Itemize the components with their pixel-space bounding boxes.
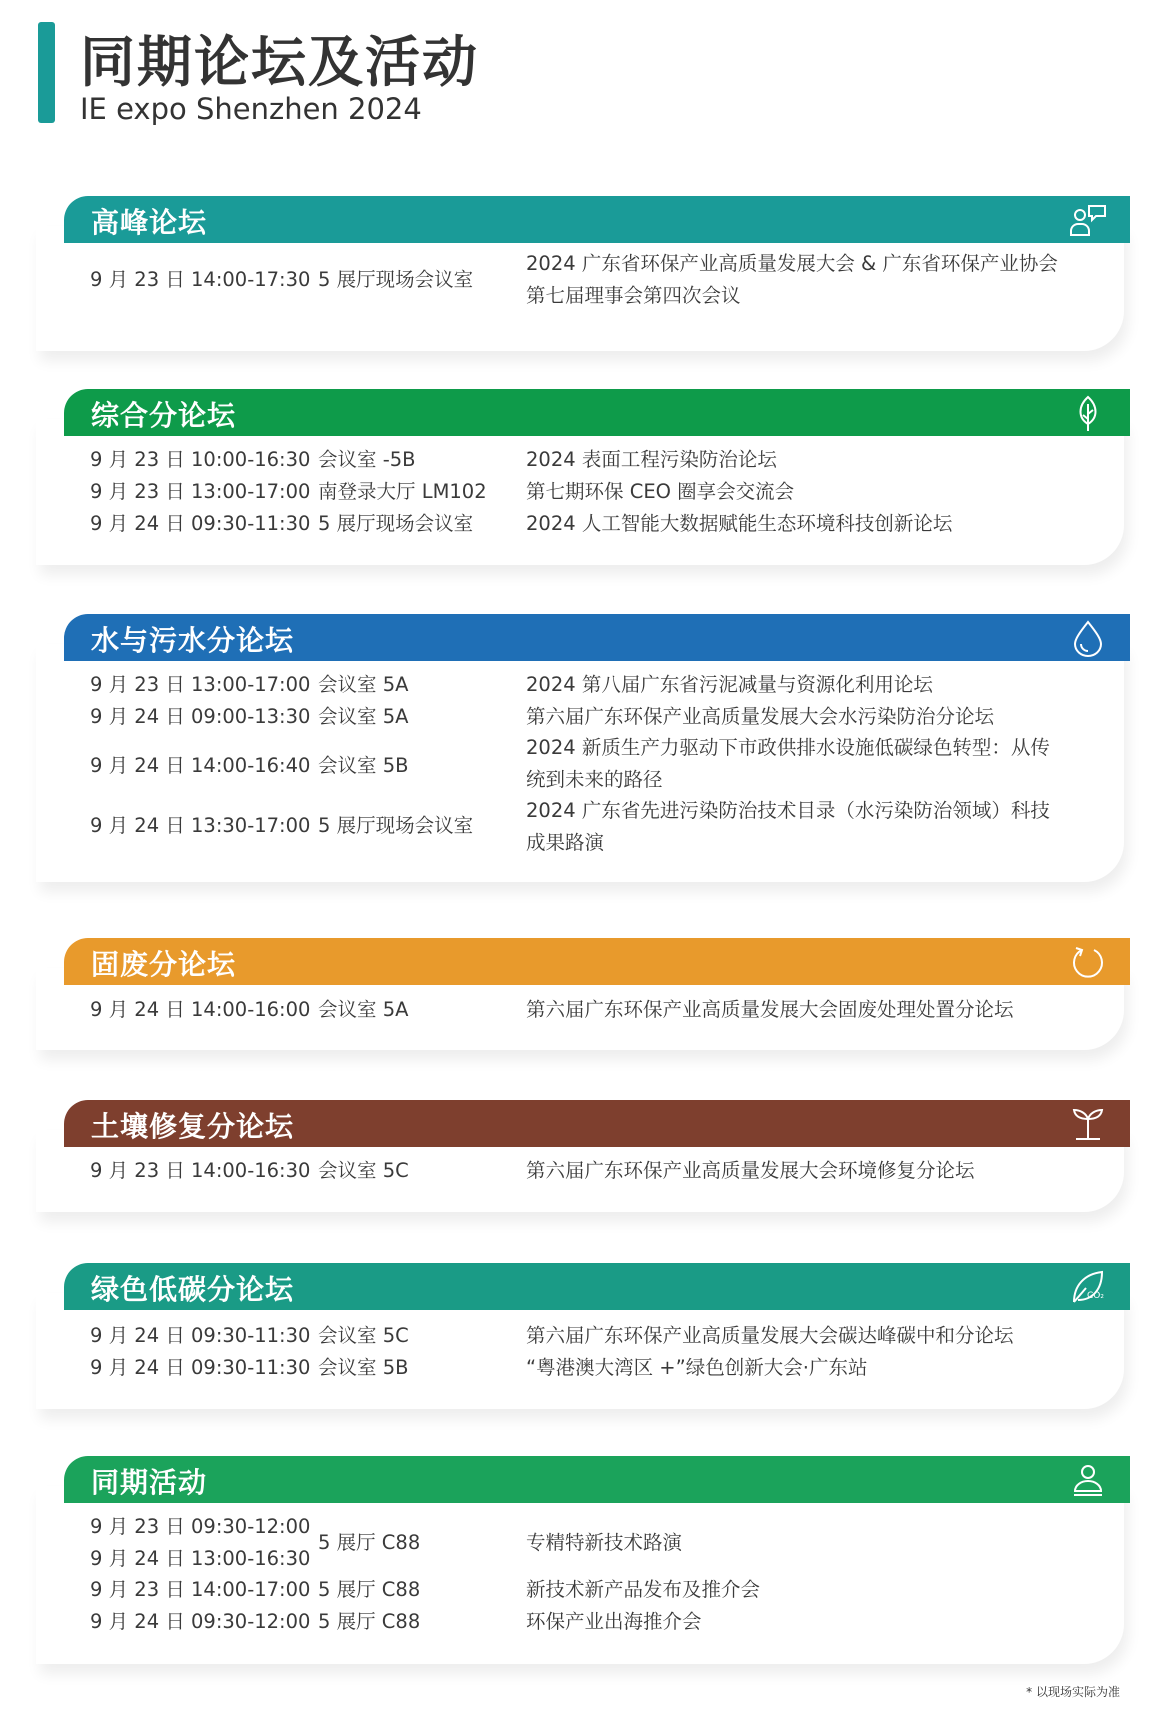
recycle-icon [1068,943,1108,981]
session-event: 环保产业出海推介会 [526,1610,702,1633]
session-event: 第六届广东环保产业高质量发展大会环境修复分论坛 [526,1159,975,1182]
session-room: 会议室 5C [318,1324,409,1347]
section-title: 综合分论坛 [91,399,237,432]
session-room: 会议室 5A [318,673,409,696]
page-title: 同期论坛及活动 [80,30,480,94]
section-title: 固废分论坛 [91,948,237,981]
person-icon [1068,1461,1108,1499]
session-event: 2024 人工智能大数据赋能生态环境科技创新论坛 [526,512,953,535]
session-room: 南登录大厅 LM102 [318,480,487,503]
session-room: 会议室 5C [318,1159,409,1182]
section-low-carbon [36,1263,1124,1409]
discussion-icon [1068,201,1108,239]
session-event: “粤港澳大湾区 +”绿色创新大会·广东站 [526,1356,868,1379]
section-title: 高峰论坛 [91,206,208,239]
session-event: 新技术新产品发布及推介会 [526,1578,761,1601]
session-room: 会议室 -5B [318,448,416,471]
session-room: 5 展厅 C88 [318,1578,421,1601]
session-event: 第七期环保 CEO 圈享会交流会 [526,480,795,503]
session-room: 5 展厅现场会议室 [318,512,474,535]
session-date: 9 月 23 日 14:00-16:30 [90,1159,311,1182]
session-date: 9 月 23 日 13:00-17:00 [90,673,311,696]
water-drop-icon [1068,619,1108,657]
footnote: * 以现场实际为准 [1026,1685,1120,1699]
session-event: 专精特新技术路演 [526,1531,683,1554]
session-date: 9 月 23 日 13:00-17:00 [90,480,311,503]
section-title: 土壤修复分论坛 [91,1110,295,1143]
section-water [36,614,1124,882]
page-subtitle: IE expo Shenzhen 2024 [80,92,422,126]
session-room: 5 展厅 C88 [318,1610,421,1633]
session-date: 9 月 24 日 09:30-11:30 [90,1324,311,1347]
section-summit [36,196,1124,351]
session-date: 9 月 23 日 14:00-17:00 [90,1578,311,1601]
session-date: 9 月 23 日 09:30-12:00 [90,1515,311,1538]
session-event-line2: 成果路演 [526,831,605,854]
section-solid-waste-banner [64,938,1130,985]
section-solid-waste [36,938,1124,1050]
session-date: 9 月 24 日 14:00-16:00 [90,998,311,1021]
session-event-line2: 第七届理事会第四次会议 [526,284,741,307]
session-room: 5 展厅 C88 [318,1531,421,1554]
session-room: 会议室 5B [318,1356,409,1379]
session-room: 5 展厅现场会议室 [318,268,474,291]
header-accent-bar [38,22,55,123]
section-general-banner [64,389,1130,436]
session-event: 2024 广东省环保产业高质量发展大会 & 广东省环保产业协会 [526,252,1058,275]
session-event: 第六届广东环保产业高质量发展大会固废处理处置分论坛 [526,998,1014,1021]
session-event: 第六届广东环保产业高质量发展大会水污染防治分论坛 [526,705,995,728]
section-water-banner [64,614,1130,661]
section-events [36,1456,1124,1664]
session-room: 会议室 5A [318,705,409,728]
session-event: 第六届广东环保产业高质量发展大会碳达峰碳中和分论坛 [526,1324,1014,1347]
section-soil [36,1100,1124,1212]
session-date: 9 月 24 日 09:30-11:30 [90,512,311,535]
session-date: 9 月 24 日 13:00-16:30 [90,1547,311,1570]
leaf-icon [1068,394,1108,432]
session-room: 5 展厅现场会议室 [318,814,474,837]
session-event: 2024 新质生产力驱动下市政供排水设施低碳绿色转型：从传 [526,736,1050,759]
session-event: 2024 表面工程污染防治论坛 [526,448,777,471]
section-title: 绿色低碳分论坛 [91,1273,295,1306]
session-date: 9 月 23 日 14:00-17:30 [90,268,311,291]
sprout-icon [1068,1105,1108,1143]
section-title: 水与污水分论坛 [91,624,295,657]
session-event-line2: 统到未来的路径 [526,768,663,791]
session-date: 9 月 24 日 13:30-17:00 [90,814,311,837]
session-room: 会议室 5A [318,998,409,1021]
session-date: 9 月 24 日 09:00-13:30 [90,705,311,728]
section-title: 同期活动 [91,1466,208,1499]
co2-leaf-icon [1068,1268,1108,1306]
section-low-carbon-banner [64,1263,1130,1310]
session-date: 9 月 24 日 09:30-12:00 [90,1610,311,1633]
session-date: 9 月 24 日 09:30-11:30 [90,1356,311,1379]
session-date: 9 月 24 日 14:00-16:40 [90,754,311,777]
session-event: 2024 第八届广东省污泥减量与资源化利用论坛 [526,673,933,696]
session-event: 2024 广东省先进污染防治技术目录（水污染防治领域）科技 [526,799,1050,822]
session-room: 会议室 5B [318,754,409,777]
co2-label: CO₂ [1087,1291,1104,1301]
section-events-banner [64,1456,1130,1503]
session-date: 9 月 23 日 10:00-16:30 [90,448,311,471]
section-general [36,389,1124,565]
section-soil-banner [64,1100,1130,1147]
section-summit-banner [64,196,1130,243]
